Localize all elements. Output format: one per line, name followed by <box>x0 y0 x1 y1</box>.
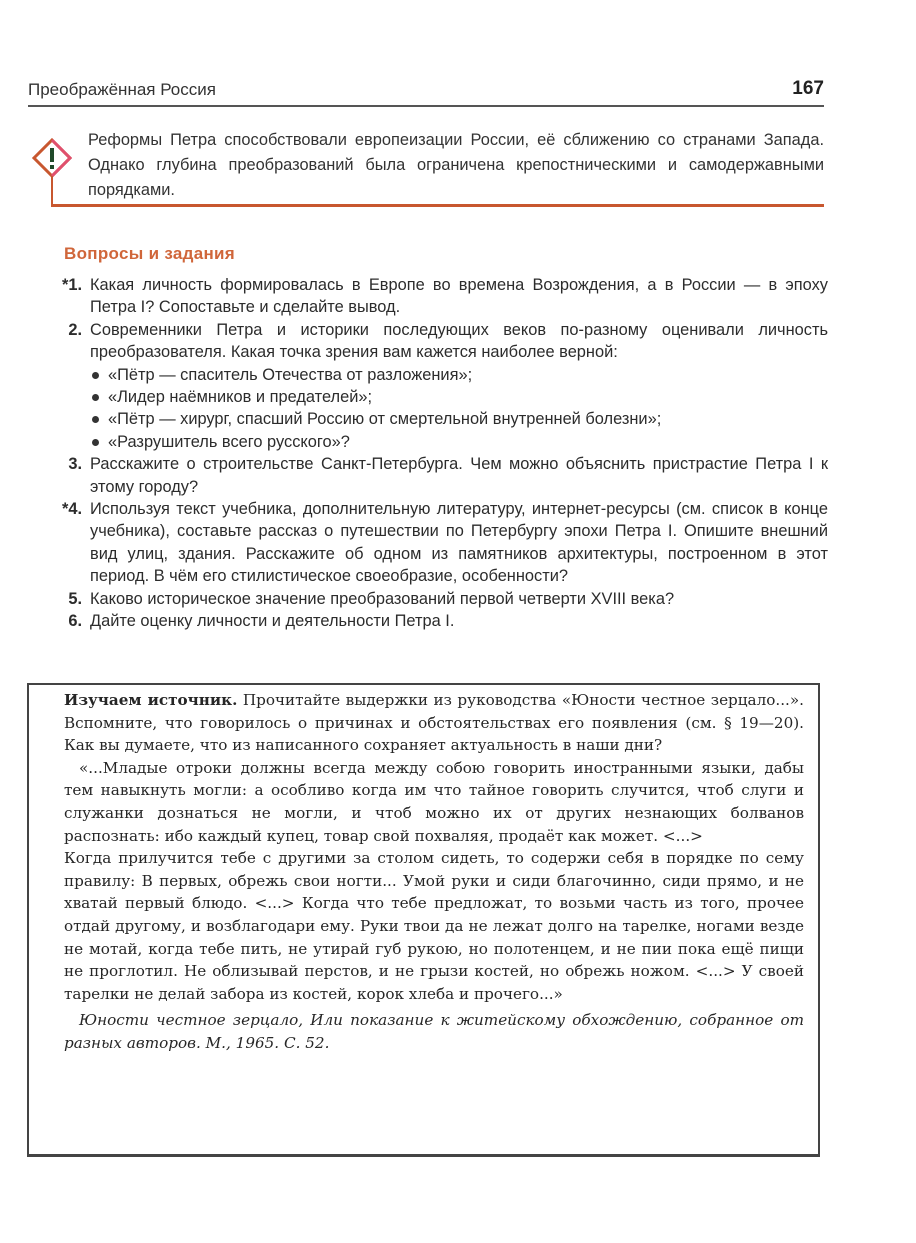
question-item <box>28 453 828 498</box>
source-task-text: Прочитайте выдержки из руководства «Юности честное зерцало...». Вспомните, что говорилось о причинах и обстоятельствах его появления (см. § 19—20). Как вы думаете, что из написанного сохраняет актуальность в наши дни? <box>64 691 804 755</box>
question-item <box>28 274 828 319</box>
question-item <box>28 319 828 453</box>
question-text: Используя текст учебника, дополнительную литературу, интернет-ресурсы (см. список в конце учебника), составьте рассказ о путешествии по Петербургу эпохи Петра I. Опишите внешний вид улиц, здания. Расскажите об одном из памятников архитектуры, построенном в этот период. В чём его стилистическое своеобразие, особенности? <box>90 500 828 586</box>
question-number: *4. <box>61 500 82 519</box>
bullet-item: «Разрушитель всего русского»? <box>90 431 828 453</box>
source-task-label: Изучаем источник. <box>64 691 238 709</box>
bullet-item: «Пётр — хирург, спасший Россию от смертельной внутренней болезни»; <box>90 408 828 430</box>
question-number: 2. <box>68 320 82 339</box>
question-number: *1. <box>61 276 82 294</box>
question-text: Расскажите о строительстве Санкт-Петербурга. Чем можно объяснить пристрастие Петра I к этому городу? <box>90 455 828 496</box>
source-task <box>64 689 804 757</box>
question-text: Какая личность формировалась в Европе во времена Возрождения, а в России — в эпоху Петра I? Сопоставьте и сделайте вывод. <box>90 276 828 317</box>
running-header <box>28 78 824 104</box>
question-number: 6. <box>68 612 82 631</box>
question-item <box>28 588 828 610</box>
question-number: 3. <box>68 455 82 474</box>
bullet-icon <box>92 372 99 379</box>
source-quote-paragraph: Когда прилучится тебе с другими за столом сидеть, то содержи себя в порядке по сему правилу: В первых, обрежь свои ногти... Умой руки и сиди благочинно, сиди прямо, и не хватай первый блюдо. <...> Когда что тебе предложат, то возьми часть из того, прочее отдай другому, и возблагодари ему. Руки твои да не лежат долго на тарелке, ногами везде не мотай, когда тебе пить, не утирай губ рукою, но полотенцем, и не пии пока ещё пищи не проглотил. Не облизывай перстов, и не грызи костей, но обрежь ножом. <...> У своей тарелки не делай забора из костей, корок хлеба и прочего...» <box>64 849 804 1003</box>
questions-heading: Вопросы и задания <box>64 244 236 263</box>
source-citation: Юности честное зерцало, Или показание к житейскому обхождению, собранное от разных авторов. М., 1965. С. 52. <box>64 1011 804 1052</box>
question-item <box>28 610 828 632</box>
warning-diamond-exclamation-icon <box>32 138 72 178</box>
running-title: Преображённая Россия <box>28 80 216 99</box>
bullet-item: «Пётр — спаситель Отечества от разложения»; <box>90 364 828 386</box>
source-study-box <box>27 683 820 1157</box>
bullet-item: «Лидер наёмников и предателей»; <box>90 386 828 408</box>
header-rule <box>28 105 824 107</box>
bullet-icon <box>92 394 99 401</box>
source-content <box>64 689 804 1055</box>
source-quote-paragraph: «...Младые отроки должны всегда между собою говорить иностранными языки, дабы тем навыкнуть могли: а особливо когда им что тайное говорить случится, чтоб слуги и служанки дознаться не могли, и чтоб можно их от других незнающих болванов распознать: ибо каждый купец, товар свой похваляя, продаёт как может. <...> <box>64 758 804 845</box>
callout-underline <box>51 204 824 207</box>
callout-stem <box>51 176 53 206</box>
bullet-icon <box>92 416 99 423</box>
question-text: Современники Петра и историки последующих веков по-разному оценивали личность преобразователя. Какая точка зрения вам кажется наиболее верной: <box>90 320 828 362</box>
conclusion-callout <box>28 124 824 212</box>
question-text: Каково историческое значение преобразований первой четверти XVIII века? <box>90 589 675 608</box>
question-text: Дайте оценку личности и деятельности Петра I. <box>90 612 455 631</box>
question-item <box>28 498 828 588</box>
viewpoint-bullets <box>90 364 828 454</box>
page-number: 167 <box>792 78 824 99</box>
bullet-icon <box>92 439 99 446</box>
questions-list <box>28 274 828 633</box>
question-number: 5. <box>68 589 82 608</box>
callout-text: Реформы Петра способствовали европеизации России, её сближению со странами Запада. Однако глубина преобразований была ограничена крепостническими и самодержавными порядками. <box>88 131 824 199</box>
